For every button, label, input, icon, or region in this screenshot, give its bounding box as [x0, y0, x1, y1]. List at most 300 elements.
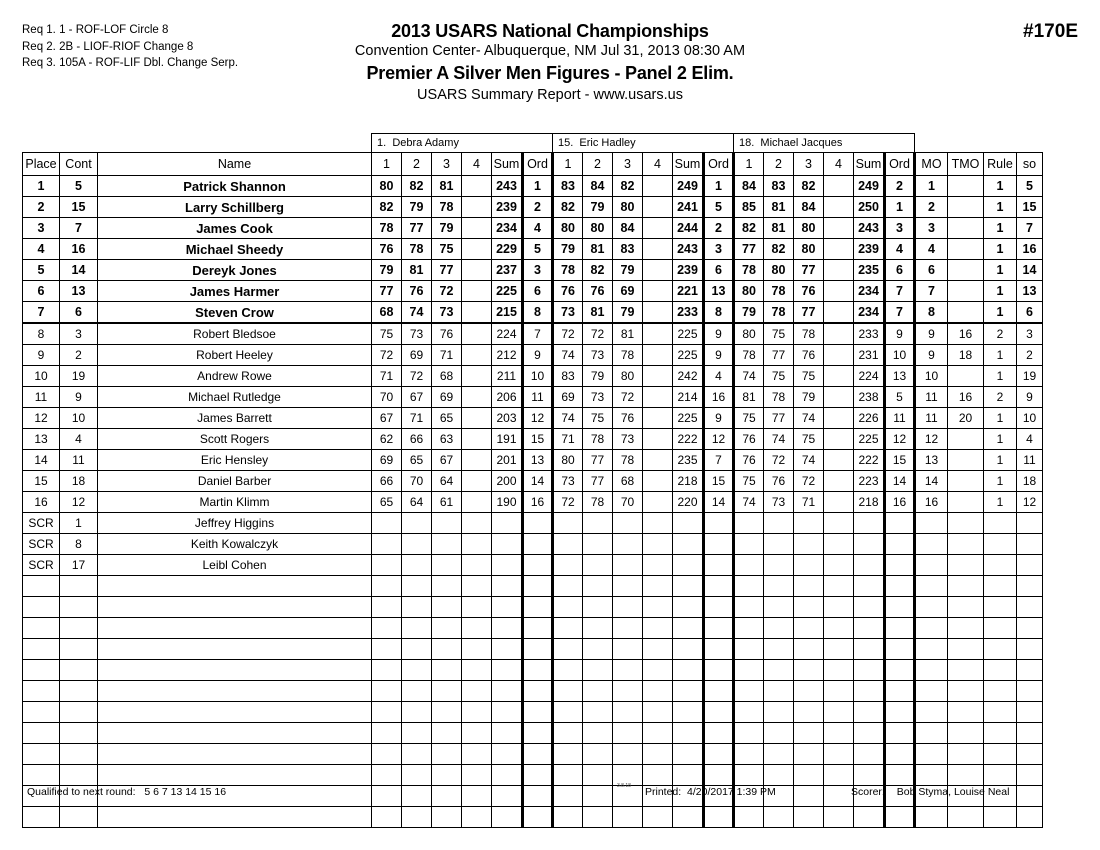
table-row-empty — [23, 576, 1043, 597]
cell-j2-fig2 — [583, 765, 613, 786]
report-subtitle: USARS Summary Report - www.usars.us — [417, 87, 683, 103]
cell-mo: 3 — [915, 218, 948, 239]
cell-tmo — [948, 471, 984, 492]
cell-j1-ord: 9 — [523, 345, 553, 366]
cell-j2-fig4 — [643, 618, 673, 639]
cell-j2-fig1 — [553, 576, 583, 597]
cell-j2-sum — [673, 765, 704, 786]
col-header-cont: Cont — [60, 153, 98, 176]
cell-j1-ord: 14 — [523, 471, 553, 492]
cell-so: 4 — [1017, 429, 1043, 450]
cell-j3-fig4 — [824, 218, 854, 239]
cell-j2-fig2 — [583, 723, 613, 744]
cell-j1-ord: 10 — [523, 366, 553, 387]
cell-j2-ord — [704, 660, 734, 681]
cell-j3-fig4 — [824, 639, 854, 660]
cell-j1-fig2 — [402, 639, 432, 660]
cell-tmo — [948, 618, 984, 639]
cell-j3-fig1: 76 — [734, 429, 764, 450]
cell-j3-fig2: 80 — [764, 260, 794, 281]
cell-j1-fig1: 65 — [372, 492, 402, 513]
cell-name — [98, 702, 372, 723]
cell-j2-ord: 5 — [704, 197, 734, 218]
cell-rule — [984, 765, 1017, 786]
cell-j1-fig1: 68 — [372, 302, 402, 324]
cell-place: 5 — [23, 260, 60, 281]
cell-tmo — [948, 744, 984, 765]
cell-j1-fig1 — [372, 639, 402, 660]
cell-j3-fig1 — [734, 723, 764, 744]
cell-j2-sum — [673, 513, 704, 534]
cell-j2-fig2: 79 — [583, 366, 613, 387]
cell-j3-fig1: 77 — [734, 239, 764, 260]
cell-cont — [60, 681, 98, 702]
cell-j1-fig1 — [372, 555, 402, 576]
cell-tmo — [948, 513, 984, 534]
cell-tmo — [948, 239, 984, 260]
cell-j1-sum: 203 — [492, 408, 523, 429]
cell-j3-fig4 — [824, 239, 854, 260]
table-row — [23, 534, 1043, 555]
spacer-cell — [984, 134, 1017, 153]
cell-j2-fig4 — [643, 576, 673, 597]
cell-j3-fig1: 78 — [734, 260, 764, 281]
cell-j2-fig2: 72 — [583, 323, 613, 345]
cell-mo: 1 — [915, 176, 948, 197]
cell-j2-ord: 8 — [704, 302, 734, 324]
table-row — [23, 239, 1043, 260]
judge-name: Eric Hadley — [579, 137, 636, 149]
cell-name — [98, 765, 372, 786]
cell-rule — [984, 660, 1017, 681]
cell-j1-fig2 — [402, 618, 432, 639]
cell-j1-fig4 — [462, 660, 492, 681]
cell-j1-fig3 — [432, 513, 462, 534]
cell-j3-fig3: 84 — [794, 197, 824, 218]
cell-j1-fig3 — [432, 702, 462, 723]
cell-place: 2 — [23, 197, 60, 218]
cell-j2-ord — [704, 513, 734, 534]
cell-rule — [984, 576, 1017, 597]
cell-j1-fig3: 78 — [432, 197, 462, 218]
cell-cont: 15 — [60, 197, 98, 218]
cell-j3-ord — [885, 597, 915, 618]
cell-j1-fig1: 62 — [372, 429, 402, 450]
cell-j3-sum: 234 — [854, 281, 885, 302]
col-header-j3-fig3: 3 — [794, 153, 824, 176]
event-number: #170E — [1023, 21, 1078, 42]
cell-j2-fig2: 84 — [583, 176, 613, 197]
cell-place — [23, 765, 60, 786]
cell-cont — [60, 765, 98, 786]
cell-j3-fig3: 80 — [794, 218, 824, 239]
cell-j3-ord: 7 — [885, 281, 915, 302]
cell-j2-fig3: 83 — [613, 239, 643, 260]
cell-mo — [915, 534, 948, 555]
cell-j1-fig1: 71 — [372, 366, 402, 387]
cell-j2-ord — [704, 618, 734, 639]
requirement-label: Req 2. — [22, 40, 56, 53]
cell-j2-fig1: 82 — [553, 197, 583, 218]
cell-j2-fig1 — [553, 639, 583, 660]
cell-j3-fig1: 80 — [734, 281, 764, 302]
cell-j3-fig4 — [824, 387, 854, 408]
cell-j2-fig3: 79 — [613, 302, 643, 324]
judge-name: Debra Adamy — [392, 137, 459, 149]
cell-j1-sum: 229 — [492, 239, 523, 260]
col-header-j3-fig4: 4 — [824, 153, 854, 176]
table-row — [23, 345, 1043, 366]
cell-j1-fig1 — [372, 765, 402, 786]
cell-j3-fig4 — [824, 744, 854, 765]
cell-tmo: 18 — [948, 345, 984, 366]
cell-j3-fig3 — [794, 534, 824, 555]
cell-place: SCR — [23, 555, 60, 576]
cell-j3-fig1 — [734, 681, 764, 702]
table-row — [23, 323, 1043, 345]
cell-place: 16 — [23, 492, 60, 513]
cell-name — [98, 681, 372, 702]
cell-j3-fig1 — [734, 597, 764, 618]
cell-place — [23, 597, 60, 618]
cell-tmo — [948, 176, 984, 197]
cell-j3-fig1: 76 — [734, 450, 764, 471]
cell-j2-ord — [704, 744, 734, 765]
cell-j1-fig4 — [462, 513, 492, 534]
cell-j3-fig3 — [794, 618, 824, 639]
cell-j1-fig3 — [432, 744, 462, 765]
cell-tmo — [948, 723, 984, 744]
cell-j2-sum: 220 — [673, 492, 704, 513]
cell-j1-fig3 — [432, 660, 462, 681]
cell-j2-fig1 — [553, 681, 583, 702]
cell-tmo — [948, 281, 984, 302]
cell-j2-fig1: 73 — [553, 302, 583, 324]
cell-j1-ord: 8 — [523, 302, 553, 324]
cell-j2-fig4 — [643, 176, 673, 197]
cell-j1-fig3: 67 — [432, 450, 462, 471]
cell-j1-fig4 — [462, 471, 492, 492]
cell-j2-fig3: 76 — [613, 408, 643, 429]
cell-name: Jeffrey Higgins — [98, 513, 372, 534]
cell-j1-ord — [523, 786, 553, 807]
cell-j3-fig4 — [824, 597, 854, 618]
cell-mo — [915, 723, 948, 744]
cell-j2-ord: 14 — [704, 492, 734, 513]
cell-name: Robert Bledsoe — [98, 323, 372, 345]
cell-so — [1017, 639, 1043, 660]
cell-j1-fig4 — [462, 618, 492, 639]
cell-cont — [60, 744, 98, 765]
cell-j3-fig2 — [764, 765, 794, 786]
cell-j1-fig4 — [462, 302, 492, 324]
cell-j2-fig4 — [643, 450, 673, 471]
cell-j3-fig2: 76 — [764, 471, 794, 492]
cell-j3-sum — [854, 702, 885, 723]
cell-j2-ord: 7 — [704, 450, 734, 471]
cell-j1-fig4 — [462, 260, 492, 281]
cell-place: 9 — [23, 345, 60, 366]
cell-j3-fig4 — [824, 323, 854, 345]
cell-so — [1017, 786, 1043, 807]
cell-j3-fig1 — [734, 576, 764, 597]
cell-j2-ord — [704, 702, 734, 723]
cell-j1-fig1: 80 — [372, 176, 402, 197]
cell-j1-fig4 — [462, 534, 492, 555]
cell-j3-fig1: 74 — [734, 492, 764, 513]
cell-j2-sum: 221 — [673, 281, 704, 302]
cell-j2-sum — [673, 639, 704, 660]
cell-so: 5 — [1017, 176, 1043, 197]
judge-band-row — [23, 134, 1043, 153]
version-stamp: 3.8.18 — [617, 783, 631, 789]
cell-j2-fig2 — [583, 786, 613, 807]
cell-place — [23, 723, 60, 744]
cell-j1-ord — [523, 618, 553, 639]
cell-j2-fig3 — [613, 744, 643, 765]
cell-mo — [915, 597, 948, 618]
cell-j1-fig2 — [402, 597, 432, 618]
cell-j2-fig3 — [613, 639, 643, 660]
cell-cont: 18 — [60, 471, 98, 492]
cell-j3-fig1: 79 — [734, 302, 764, 324]
cell-j1-fig4 — [462, 281, 492, 302]
cell-j3-fig1: 81 — [734, 387, 764, 408]
cell-j3-sum: 224 — [854, 366, 885, 387]
cell-j1-fig2: 65 — [402, 450, 432, 471]
cell-so: 16 — [1017, 239, 1043, 260]
cell-j1-fig1: 66 — [372, 471, 402, 492]
cell-tmo — [948, 702, 984, 723]
cell-j2-fig2: 81 — [583, 239, 613, 260]
col-header-j2-sum: Sum — [673, 153, 704, 176]
cell-j3-fig3 — [794, 555, 824, 576]
cell-j3-fig4 — [824, 197, 854, 218]
cell-j2-ord: 13 — [704, 281, 734, 302]
cell-j1-sum — [492, 597, 523, 618]
cell-rule — [984, 639, 1017, 660]
cell-so: 13 — [1017, 281, 1043, 302]
cell-cont — [60, 618, 98, 639]
cell-j2-ord: 9 — [704, 323, 734, 345]
cell-j3-ord: 14 — [885, 471, 915, 492]
cell-j3-ord — [885, 702, 915, 723]
cell-mo — [915, 555, 948, 576]
cell-j2-fig2: 80 — [583, 218, 613, 239]
cell-mo: 7 — [915, 281, 948, 302]
cell-j1-sum: 212 — [492, 345, 523, 366]
cell-j2-sum: 239 — [673, 260, 704, 281]
cell-j3-fig2 — [764, 681, 794, 702]
cell-j3-fig4 — [824, 492, 854, 513]
cell-j3-fig4 — [824, 281, 854, 302]
cell-j1-fig1 — [372, 807, 402, 828]
cell-j2-fig2: 73 — [583, 387, 613, 408]
cell-j3-fig3: 75 — [794, 366, 824, 387]
cell-j1-sum — [492, 618, 523, 639]
cell-cont: 13 — [60, 281, 98, 302]
judge-name: Michael Jacques — [760, 137, 843, 149]
cell-j1-sum — [492, 555, 523, 576]
cell-j3-fig4 — [824, 786, 854, 807]
cell-j2-fig3 — [613, 702, 643, 723]
cell-rule: 2 — [984, 323, 1017, 345]
cell-j2-fig2 — [583, 639, 613, 660]
cell-j1-fig3 — [432, 681, 462, 702]
cell-j3-sum: 249 — [854, 176, 885, 197]
cell-mo — [915, 639, 948, 660]
cell-j3-fig3 — [794, 681, 824, 702]
cell-place — [23, 660, 60, 681]
cell-j2-fig4 — [643, 639, 673, 660]
cell-j3-ord — [885, 765, 915, 786]
cell-j2-fig3: 82 — [613, 176, 643, 197]
cell-place: 14 — [23, 450, 60, 471]
cell-j1-ord: 2 — [523, 197, 553, 218]
cell-j1-fig2: 73 — [402, 323, 432, 345]
cell-j1-fig2 — [402, 723, 432, 744]
cell-j3-fig1: 75 — [734, 471, 764, 492]
cell-j3-fig3: 72 — [794, 471, 824, 492]
table-row — [23, 218, 1043, 239]
cell-j1-fig3 — [432, 807, 462, 828]
column-header-row — [23, 153, 1043, 176]
cell-j3-ord — [885, 807, 915, 828]
col-header-mo: MO — [915, 153, 948, 176]
cell-tmo — [948, 660, 984, 681]
scorer-label: Scorer: — [851, 786, 885, 798]
cell-j2-sum: 242 — [673, 366, 704, 387]
cell-j2-fig1: 69 — [553, 387, 583, 408]
cell-cont — [60, 639, 98, 660]
qualified-note — [27, 786, 226, 798]
cell-j2-fig1 — [553, 597, 583, 618]
table-row — [23, 302, 1043, 324]
cell-j1-fig3 — [432, 534, 462, 555]
cell-j3-sum: 234 — [854, 302, 885, 324]
cell-j2-fig2: 78 — [583, 492, 613, 513]
col-header-j1-fig1: 1 — [372, 153, 402, 176]
cell-place: 6 — [23, 281, 60, 302]
cell-rule: 1 — [984, 239, 1017, 260]
cell-cont: 1 — [60, 513, 98, 534]
cell-j2-ord — [704, 534, 734, 555]
cell-rule — [984, 807, 1017, 828]
cell-j1-fig1: 77 — [372, 281, 402, 302]
cell-j2-fig1: 72 — [553, 323, 583, 345]
cell-j1-fig3 — [432, 576, 462, 597]
cell-j2-fig4 — [643, 597, 673, 618]
cell-so: 18 — [1017, 471, 1043, 492]
cell-tmo: 20 — [948, 408, 984, 429]
cell-j3-fig4 — [824, 450, 854, 471]
cell-j3-ord — [885, 534, 915, 555]
cell-j3-fig1 — [734, 660, 764, 681]
cell-tmo — [948, 366, 984, 387]
cell-name — [98, 576, 372, 597]
cell-place: 8 — [23, 323, 60, 345]
cell-j2-ord — [704, 681, 734, 702]
cell-j1-sum — [492, 807, 523, 828]
cell-rule — [984, 744, 1017, 765]
cell-so — [1017, 534, 1043, 555]
cell-j3-ord: 15 — [885, 450, 915, 471]
cell-j1-ord: 1 — [523, 176, 553, 197]
cell-j3-sum — [854, 807, 885, 828]
cell-j3-ord: 9 — [885, 323, 915, 345]
cell-j1-fig1 — [372, 744, 402, 765]
cell-so — [1017, 555, 1043, 576]
cell-j1-sum — [492, 681, 523, 702]
cell-j1-fig1 — [372, 513, 402, 534]
col-header-j1-sum: Sum — [492, 153, 523, 176]
cell-j3-fig2 — [764, 723, 794, 744]
cell-j2-fig3 — [613, 807, 643, 828]
cell-rule — [984, 597, 1017, 618]
cell-j1-fig3 — [432, 639, 462, 660]
cell-name: James Cook — [98, 218, 372, 239]
cell-j2-ord: 9 — [704, 345, 734, 366]
cell-name: Daniel Barber — [98, 471, 372, 492]
cell-j3-fig1 — [734, 618, 764, 639]
cell-j3-fig2 — [764, 555, 794, 576]
scorer-credit — [851, 786, 1009, 798]
cell-j1-ord: 16 — [523, 492, 553, 513]
cell-j1-fig3: 79 — [432, 218, 462, 239]
cell-rule: 1 — [984, 492, 1017, 513]
cell-j1-fig2: 76 — [402, 281, 432, 302]
results-table-wrapper — [22, 133, 1043, 828]
cell-j1-sum — [492, 639, 523, 660]
cell-rule — [984, 723, 1017, 744]
cell-j1-fig3: 63 — [432, 429, 462, 450]
table-row — [23, 492, 1043, 513]
cell-j2-fig1: 73 — [553, 471, 583, 492]
cell-cont: 2 — [60, 345, 98, 366]
cell-place — [23, 681, 60, 702]
judge-header-1 — [372, 134, 553, 153]
cell-j2-fig4 — [643, 702, 673, 723]
cell-j3-fig1: 75 — [734, 408, 764, 429]
cell-j2-fig4 — [643, 807, 673, 828]
cell-j2-fig2 — [583, 744, 613, 765]
cell-j3-ord: 13 — [885, 366, 915, 387]
spacer-cell — [1017, 134, 1043, 153]
cell-j2-sum: 225 — [673, 345, 704, 366]
table-row — [23, 450, 1043, 471]
cell-j2-ord — [704, 576, 734, 597]
cell-j3-fig3: 78 — [794, 323, 824, 345]
cell-j1-fig3: 81 — [432, 176, 462, 197]
col-header-j2-fig2: 2 — [583, 153, 613, 176]
cell-mo: 6 — [915, 260, 948, 281]
cell-name: Patrick Shannon — [98, 176, 372, 197]
cell-j1-fig2 — [402, 513, 432, 534]
cell-rule: 1 — [984, 260, 1017, 281]
cell-j3-ord: 4 — [885, 239, 915, 260]
requirement-text: 2B - LIOF-RIOF Change 8 — [59, 40, 194, 53]
cell-j3-ord: 7 — [885, 302, 915, 324]
cell-j2-fig3 — [613, 576, 643, 597]
cell-name — [98, 723, 372, 744]
cell-j1-ord — [523, 765, 553, 786]
cell-j2-fig3: 84 — [613, 218, 643, 239]
table-row — [23, 197, 1043, 218]
cell-j3-fig4 — [824, 618, 854, 639]
cell-j1-fig4 — [462, 450, 492, 471]
cell-j2-fig3: 79 — [613, 260, 643, 281]
cell-j3-fig4 — [824, 513, 854, 534]
